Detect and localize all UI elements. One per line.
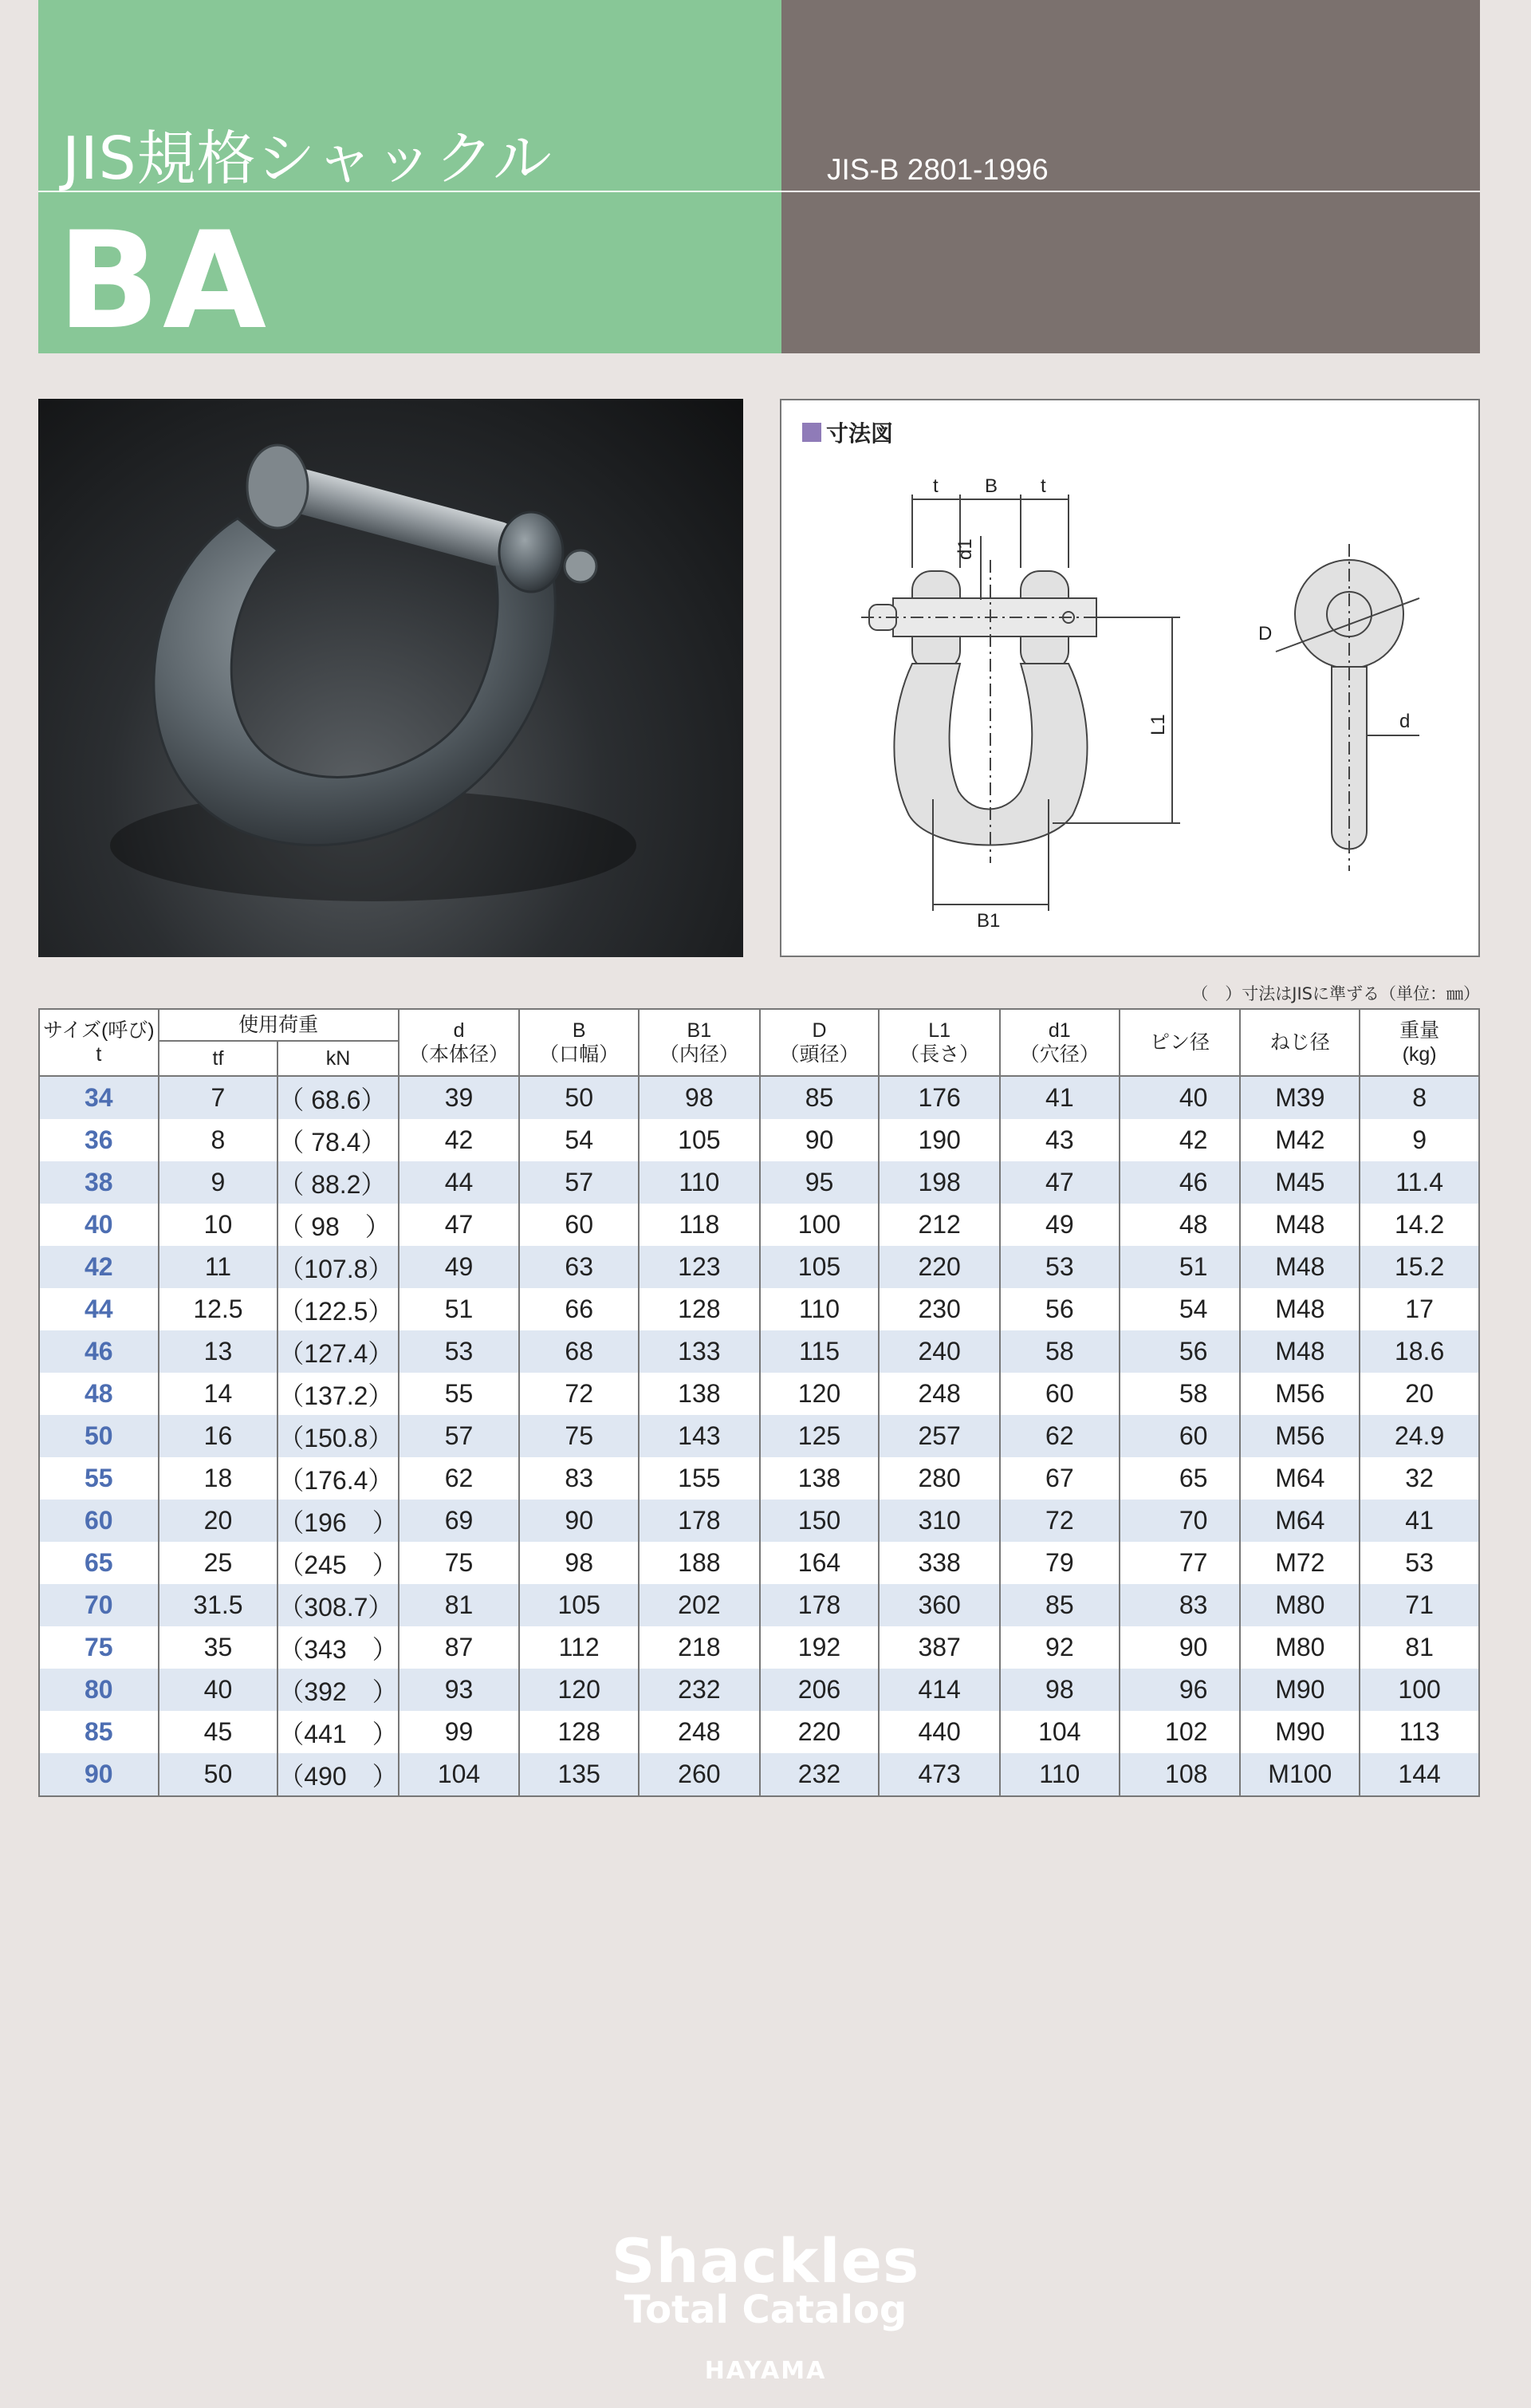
table-row bbox=[39, 1669, 1479, 1711]
cell-weight: 11.4 bbox=[1360, 1161, 1479, 1204]
cell-b1: 260 bbox=[639, 1753, 760, 1796]
cell-pin: 108 bbox=[1120, 1753, 1241, 1796]
cell-thread: M42 bbox=[1240, 1119, 1360, 1161]
cell-kn: （196 ） bbox=[277, 1500, 398, 1542]
cell-size: 65 bbox=[39, 1542, 159, 1584]
cell-weight: 18.6 bbox=[1360, 1330, 1479, 1373]
cell-d1: 60 bbox=[1000, 1373, 1120, 1415]
model-code: BA bbox=[57, 203, 270, 359]
cell-b1: 110 bbox=[639, 1161, 760, 1204]
cell-pin: 40 bbox=[1120, 1076, 1241, 1119]
cell-kn: （245 ） bbox=[277, 1542, 398, 1584]
cell-weight: 100 bbox=[1360, 1669, 1479, 1711]
cell-b: 128 bbox=[519, 1711, 639, 1753]
th-weight bbox=[1360, 1009, 1479, 1076]
cell-weight: 15.2 bbox=[1360, 1246, 1479, 1288]
units-note: （ ）寸法はJISに準ずる（単位：㎜） bbox=[1191, 984, 1480, 1003]
diagram-title-text: 寸法図 bbox=[826, 420, 894, 447]
cell-kn: （ 68.6） bbox=[277, 1076, 398, 1119]
cell-d: 42 bbox=[399, 1119, 520, 1161]
cell-d: 44 bbox=[399, 1161, 520, 1204]
cell-b1: 202 bbox=[639, 1584, 760, 1626]
cell-d: 104 bbox=[399, 1753, 520, 1796]
cell-l1: 440 bbox=[879, 1711, 1000, 1753]
th-size-label: サイズ(呼び) bbox=[42, 1019, 155, 1042]
cell-pin: 54 bbox=[1120, 1288, 1241, 1330]
table-row bbox=[39, 1415, 1479, 1457]
cell-kn: （343 ） bbox=[277, 1626, 398, 1669]
cell-D: 90 bbox=[760, 1119, 880, 1161]
cell-l1: 257 bbox=[879, 1415, 1000, 1457]
cell-thread: M64 bbox=[1240, 1500, 1360, 1542]
th-d1-sub: （穴径） bbox=[1019, 1043, 1100, 1066]
cell-pin: 48 bbox=[1120, 1204, 1241, 1246]
cell-weight: 71 bbox=[1360, 1584, 1479, 1626]
th-b bbox=[519, 1009, 639, 1076]
cell-kn: （107.8） bbox=[277, 1246, 398, 1288]
cell-l1: 176 bbox=[879, 1076, 1000, 1119]
cell-kn: （490 ） bbox=[277, 1753, 398, 1796]
cell-l1: 387 bbox=[879, 1626, 1000, 1669]
th-d1 bbox=[1000, 1009, 1120, 1076]
standard-code: JIS-B 2801-1996 bbox=[827, 153, 1049, 186]
table-row bbox=[39, 1373, 1479, 1415]
cell-d: 75 bbox=[399, 1542, 520, 1584]
cell-d1: 110 bbox=[1000, 1753, 1120, 1796]
cell-weight: 41 bbox=[1360, 1500, 1479, 1542]
cell-D: 120 bbox=[760, 1373, 880, 1415]
cell-thread: M90 bbox=[1240, 1711, 1360, 1753]
cell-size: 48 bbox=[39, 1373, 159, 1415]
cell-b1: 128 bbox=[639, 1288, 760, 1330]
dim-label-d-body: d bbox=[1399, 711, 1411, 732]
cell-size: 75 bbox=[39, 1626, 159, 1669]
series-title: JIS規格シャックル bbox=[62, 124, 553, 193]
cell-size: 46 bbox=[39, 1330, 159, 1373]
cell-kn: （441 ） bbox=[277, 1711, 398, 1753]
cell-pin: 56 bbox=[1120, 1330, 1241, 1373]
cell-D: 232 bbox=[760, 1753, 880, 1796]
cell-weight: 144 bbox=[1360, 1753, 1479, 1796]
cell-b1: 155 bbox=[639, 1457, 760, 1500]
cell-thread: M48 bbox=[1240, 1288, 1360, 1330]
table-row bbox=[39, 1246, 1479, 1288]
cell-pin: 46 bbox=[1120, 1161, 1241, 1204]
th-size-sub: t bbox=[96, 1043, 102, 1066]
table-row bbox=[39, 1542, 1479, 1584]
cell-D: 95 bbox=[760, 1161, 880, 1204]
cell-d1: 53 bbox=[1000, 1246, 1120, 1288]
cell-kn: （ 98 ） bbox=[277, 1204, 398, 1246]
cell-tf: 11 bbox=[159, 1246, 278, 1288]
th-head-dia-sub: （頭径） bbox=[779, 1043, 860, 1066]
footer-logo-line1: Shackles bbox=[611, 2225, 920, 2296]
table-row bbox=[39, 1584, 1479, 1626]
cell-d: 99 bbox=[399, 1711, 520, 1753]
th-pin: ピン径 bbox=[1120, 1009, 1241, 1076]
cell-weight: 9 bbox=[1360, 1119, 1479, 1161]
cell-thread: M48 bbox=[1240, 1246, 1360, 1288]
table-row bbox=[39, 1288, 1479, 1330]
dim-label-t-right: t bbox=[1041, 475, 1046, 497]
cell-b: 68 bbox=[519, 1330, 639, 1373]
dim-label-b1: B1 bbox=[977, 910, 1001, 932]
cell-b1: 138 bbox=[639, 1373, 760, 1415]
cell-pin: 83 bbox=[1120, 1584, 1241, 1626]
cell-d1: 62 bbox=[1000, 1415, 1120, 1457]
cell-l1: 360 bbox=[879, 1584, 1000, 1626]
table-row bbox=[39, 1753, 1479, 1796]
th-kn: kN bbox=[277, 1041, 398, 1076]
cell-b1: 188 bbox=[639, 1542, 760, 1584]
cell-d1: 67 bbox=[1000, 1457, 1120, 1500]
cell-pin: 60 bbox=[1120, 1415, 1241, 1457]
cell-b: 120 bbox=[519, 1669, 639, 1711]
cell-l1: 240 bbox=[879, 1330, 1000, 1373]
cell-b1: 143 bbox=[639, 1415, 760, 1457]
cell-b1: 218 bbox=[639, 1626, 760, 1669]
th-d bbox=[399, 1009, 520, 1076]
cell-thread: M56 bbox=[1240, 1373, 1360, 1415]
dim-label-t-left: t bbox=[933, 475, 939, 497]
footer-logo-line2: Total Catalog bbox=[624, 2288, 907, 2332]
cell-tf: 40 bbox=[159, 1669, 278, 1711]
cell-tf: 16 bbox=[159, 1415, 278, 1457]
cell-d1: 92 bbox=[1000, 1626, 1120, 1669]
cell-D: 125 bbox=[760, 1415, 880, 1457]
th-b1-sub: （内径） bbox=[659, 1043, 739, 1066]
cell-b: 57 bbox=[519, 1161, 639, 1204]
cell-weight: 113 bbox=[1360, 1711, 1479, 1753]
cell-b: 72 bbox=[519, 1373, 639, 1415]
cell-d: 87 bbox=[399, 1626, 520, 1669]
cell-size: 34 bbox=[39, 1076, 159, 1119]
th-d1-label: d1 bbox=[1048, 1019, 1071, 1042]
table-row bbox=[39, 1076, 1479, 1119]
cell-b1: 232 bbox=[639, 1669, 760, 1711]
cell-b: 66 bbox=[519, 1288, 639, 1330]
cell-l1: 248 bbox=[879, 1373, 1000, 1415]
cell-thread: M48 bbox=[1240, 1330, 1360, 1373]
th-l1-label: L1 bbox=[928, 1019, 951, 1042]
cell-weight: 53 bbox=[1360, 1542, 1479, 1584]
cell-b: 60 bbox=[519, 1204, 639, 1246]
cell-d: 81 bbox=[399, 1584, 520, 1626]
cell-b: 50 bbox=[519, 1076, 639, 1119]
cell-pin: 58 bbox=[1120, 1373, 1241, 1415]
cell-tf: 31.5 bbox=[159, 1584, 278, 1626]
cell-thread: M45 bbox=[1240, 1161, 1360, 1204]
cell-kn: （127.4） bbox=[277, 1330, 398, 1373]
cell-d: 49 bbox=[399, 1246, 520, 1288]
cell-tf: 18 bbox=[159, 1457, 278, 1500]
th-weight-sub: (kg) bbox=[1402, 1043, 1437, 1066]
cell-b: 54 bbox=[519, 1119, 639, 1161]
cell-pin: 65 bbox=[1120, 1457, 1241, 1500]
cell-d1: 58 bbox=[1000, 1330, 1120, 1373]
cell-b1: 123 bbox=[639, 1246, 760, 1288]
th-b1-label: B1 bbox=[687, 1019, 712, 1042]
cell-b: 83 bbox=[519, 1457, 639, 1500]
cell-kn: （392 ） bbox=[277, 1669, 398, 1711]
cell-size: 40 bbox=[39, 1204, 159, 1246]
cell-D: 100 bbox=[760, 1204, 880, 1246]
cell-tf: 25 bbox=[159, 1542, 278, 1584]
cell-b: 98 bbox=[519, 1542, 639, 1584]
cell-thread: M80 bbox=[1240, 1584, 1360, 1626]
th-size bbox=[39, 1009, 159, 1076]
footer-brand: HAYAMA bbox=[704, 2357, 827, 2385]
cell-D: 110 bbox=[760, 1288, 880, 1330]
th-b-label: B bbox=[572, 1019, 586, 1042]
cell-b1: 248 bbox=[639, 1711, 760, 1753]
cell-l1: 414 bbox=[879, 1669, 1000, 1711]
cell-size: 90 bbox=[39, 1753, 159, 1796]
cell-b: 135 bbox=[519, 1753, 639, 1796]
cell-size: 42 bbox=[39, 1246, 159, 1288]
cell-weight: 81 bbox=[1360, 1626, 1479, 1669]
cell-l1: 338 bbox=[879, 1542, 1000, 1584]
table-row bbox=[39, 1330, 1479, 1373]
cell-d: 55 bbox=[399, 1373, 520, 1415]
cell-pin: 102 bbox=[1120, 1711, 1241, 1753]
cell-pin: 96 bbox=[1120, 1669, 1241, 1711]
cell-l1: 220 bbox=[879, 1246, 1000, 1288]
dim-label-b: B bbox=[985, 475, 998, 497]
th-l1-sub: （長さ） bbox=[899, 1043, 980, 1066]
cell-thread: M39 bbox=[1240, 1076, 1360, 1119]
th-b1 bbox=[639, 1009, 760, 1076]
cell-kn: （137.2） bbox=[277, 1373, 398, 1415]
cell-weight: 14.2 bbox=[1360, 1204, 1479, 1246]
th-load: 使用荷重 bbox=[159, 1009, 399, 1041]
cell-size: 70 bbox=[39, 1584, 159, 1626]
cell-D: 105 bbox=[760, 1246, 880, 1288]
cell-tf: 9 bbox=[159, 1161, 278, 1204]
cell-D: 178 bbox=[760, 1584, 880, 1626]
table-row bbox=[39, 1161, 1479, 1204]
dim-label-l1: L1 bbox=[1147, 714, 1169, 735]
cell-b1: 133 bbox=[639, 1330, 760, 1373]
th-thread: ねじ径 bbox=[1240, 1009, 1360, 1076]
cell-l1: 230 bbox=[879, 1288, 1000, 1330]
cell-weight: 20 bbox=[1360, 1373, 1479, 1415]
table-row bbox=[39, 1626, 1479, 1669]
cell-D: 220 bbox=[760, 1711, 880, 1753]
cell-d1: 104 bbox=[1000, 1711, 1120, 1753]
cell-d1: 79 bbox=[1000, 1542, 1120, 1584]
cell-D: 85 bbox=[760, 1076, 880, 1119]
cell-D: 192 bbox=[760, 1626, 880, 1669]
cell-D: 138 bbox=[760, 1457, 880, 1500]
cell-tf: 20 bbox=[159, 1500, 278, 1542]
cell-thread: M48 bbox=[1240, 1204, 1360, 1246]
cell-size: 80 bbox=[39, 1669, 159, 1711]
th-d-sub: （本体径） bbox=[409, 1043, 510, 1066]
th-head-dia bbox=[760, 1009, 880, 1076]
cell-d: 93 bbox=[399, 1669, 520, 1711]
cell-l1: 310 bbox=[879, 1500, 1000, 1542]
cell-d1: 56 bbox=[1000, 1288, 1120, 1330]
cell-weight: 17 bbox=[1360, 1288, 1479, 1330]
th-head-dia-label: D bbox=[812, 1019, 827, 1042]
cell-b: 63 bbox=[519, 1246, 639, 1288]
shackle-dimension-drawing bbox=[781, 400, 1478, 956]
cell-thread: M64 bbox=[1240, 1457, 1360, 1500]
cell-d1: 43 bbox=[1000, 1119, 1120, 1161]
cell-tf: 35 bbox=[159, 1626, 278, 1669]
cell-d: 57 bbox=[399, 1415, 520, 1457]
cell-thread: M100 bbox=[1240, 1753, 1360, 1796]
cell-b: 75 bbox=[519, 1415, 639, 1457]
cell-size: 38 bbox=[39, 1161, 159, 1204]
cell-d: 39 bbox=[399, 1076, 520, 1119]
cell-size: 55 bbox=[39, 1457, 159, 1500]
cell-tf: 50 bbox=[159, 1753, 278, 1796]
cell-size: 36 bbox=[39, 1119, 159, 1161]
cell-d1: 72 bbox=[1000, 1500, 1120, 1542]
cell-thread: M56 bbox=[1240, 1415, 1360, 1457]
cell-b1: 178 bbox=[639, 1500, 760, 1542]
table-row bbox=[39, 1500, 1479, 1542]
cell-size: 85 bbox=[39, 1711, 159, 1753]
th-l1 bbox=[879, 1009, 1000, 1076]
cell-d1: 47 bbox=[1000, 1161, 1120, 1204]
cell-tf: 10 bbox=[159, 1204, 278, 1246]
cell-d1: 85 bbox=[1000, 1584, 1120, 1626]
product-photo bbox=[38, 399, 743, 957]
cell-d: 51 bbox=[399, 1288, 520, 1330]
th-b-sub: （口幅） bbox=[539, 1043, 620, 1066]
dim-label-d1: d1 bbox=[954, 538, 976, 560]
cell-D: 206 bbox=[760, 1669, 880, 1711]
cell-l1: 198 bbox=[879, 1161, 1000, 1204]
cell-pin: 42 bbox=[1120, 1119, 1241, 1161]
th-weight-label: 重量 bbox=[1399, 1019, 1440, 1042]
cell-d1: 41 bbox=[1000, 1076, 1120, 1119]
cell-tf: 13 bbox=[159, 1330, 278, 1373]
cell-tf: 14 bbox=[159, 1373, 278, 1415]
shackle-photo-illustration bbox=[38, 399, 743, 957]
table-row bbox=[39, 1457, 1479, 1500]
table-row bbox=[39, 1711, 1479, 1753]
cell-tf: 7 bbox=[159, 1076, 278, 1119]
cell-size: 50 bbox=[39, 1415, 159, 1457]
cell-size: 44 bbox=[39, 1288, 159, 1330]
dim-label-d-head: D bbox=[1258, 623, 1273, 644]
cell-thread: M72 bbox=[1240, 1542, 1360, 1584]
cell-l1: 190 bbox=[879, 1119, 1000, 1161]
cell-l1: 473 bbox=[879, 1753, 1000, 1796]
cell-kn: （ 78.4） bbox=[277, 1119, 398, 1161]
cell-b1: 105 bbox=[639, 1119, 760, 1161]
cell-pin: 77 bbox=[1120, 1542, 1241, 1584]
cell-D: 115 bbox=[760, 1330, 880, 1373]
cell-tf: 45 bbox=[159, 1711, 278, 1753]
cell-weight: 8 bbox=[1360, 1076, 1479, 1119]
table-row bbox=[39, 1119, 1479, 1161]
spec-table bbox=[38, 1008, 1480, 1797]
cell-size: 60 bbox=[39, 1500, 159, 1542]
cell-d: 69 bbox=[399, 1500, 520, 1542]
cell-D: 164 bbox=[760, 1542, 880, 1584]
cell-thread: M90 bbox=[1240, 1669, 1360, 1711]
cell-kn: （176.4） bbox=[277, 1457, 398, 1500]
cell-kn: （308.7） bbox=[277, 1584, 398, 1626]
cell-b: 90 bbox=[519, 1500, 639, 1542]
cell-b1: 118 bbox=[639, 1204, 760, 1246]
cell-kn: （ 88.2） bbox=[277, 1161, 398, 1204]
cell-D: 150 bbox=[760, 1500, 880, 1542]
cell-d1: 49 bbox=[1000, 1204, 1120, 1246]
cell-tf: 12.5 bbox=[159, 1288, 278, 1330]
cell-d: 53 bbox=[399, 1330, 520, 1373]
table-row bbox=[39, 1204, 1479, 1246]
cell-kn: （150.8） bbox=[277, 1415, 398, 1457]
cell-d: 62 bbox=[399, 1457, 520, 1500]
cell-kn: （122.5） bbox=[277, 1288, 398, 1330]
cell-pin: 90 bbox=[1120, 1626, 1241, 1669]
cell-weight: 24.9 bbox=[1360, 1415, 1479, 1457]
dimension-diagram bbox=[780, 399, 1480, 957]
cell-weight: 32 bbox=[1360, 1457, 1479, 1500]
th-tf: tf bbox=[159, 1041, 278, 1076]
th-d-label: d bbox=[453, 1019, 465, 1042]
cell-d: 47 bbox=[399, 1204, 520, 1246]
cell-tf: 8 bbox=[159, 1119, 278, 1161]
cell-thread: M80 bbox=[1240, 1626, 1360, 1669]
cell-b: 105 bbox=[519, 1584, 639, 1626]
cell-l1: 280 bbox=[879, 1457, 1000, 1500]
cell-pin: 70 bbox=[1120, 1500, 1241, 1542]
cell-pin: 51 bbox=[1120, 1246, 1241, 1288]
cell-d1: 98 bbox=[1000, 1669, 1120, 1711]
cell-l1: 212 bbox=[879, 1204, 1000, 1246]
cell-b1: 98 bbox=[639, 1076, 760, 1119]
cell-b: 112 bbox=[519, 1626, 639, 1669]
